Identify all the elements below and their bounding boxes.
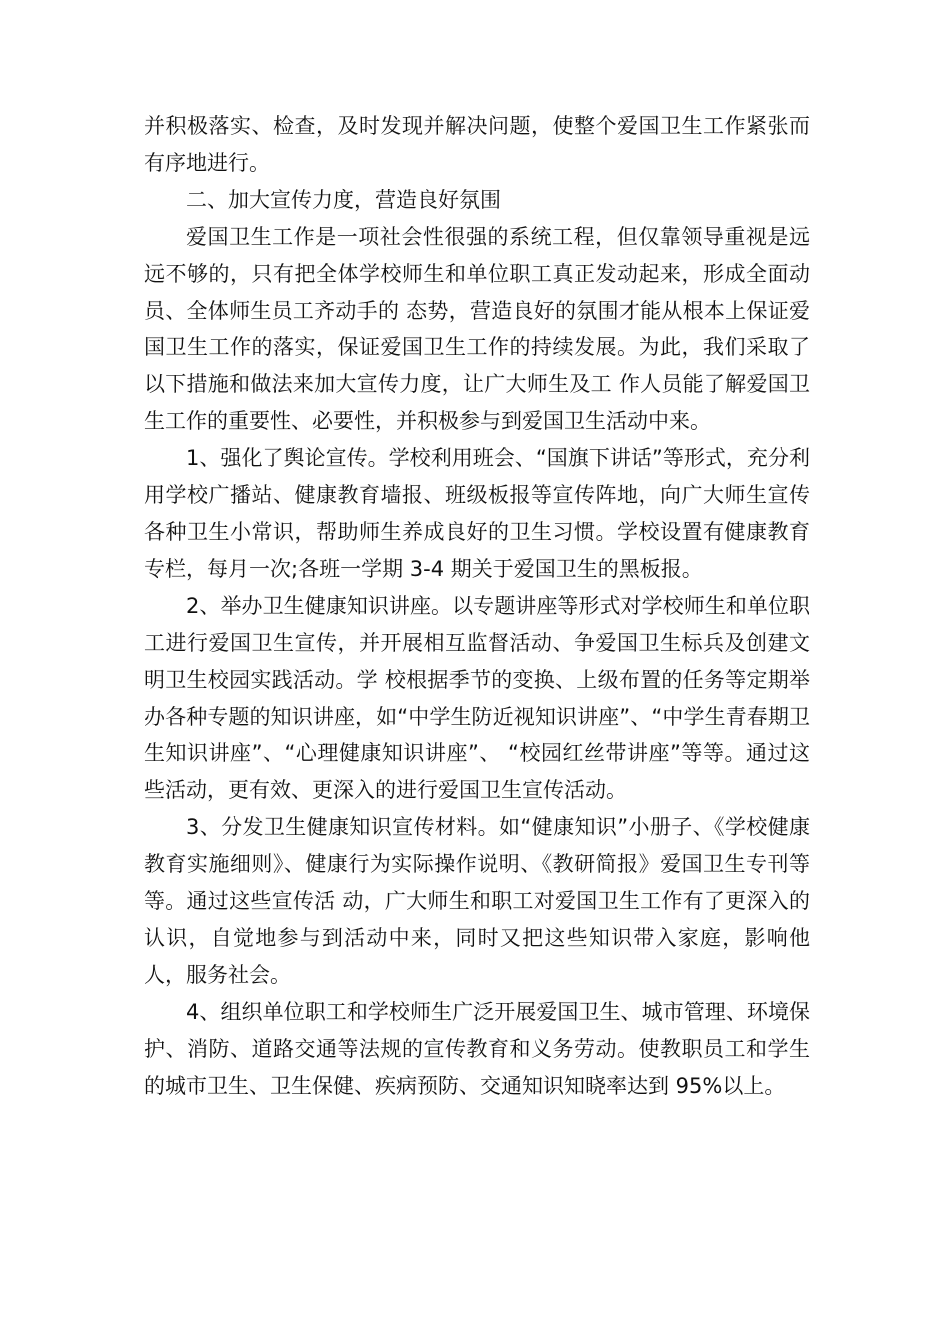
- paragraph-intro: 爱国卫生工作是一项社会性很强的系统工程，但仅靠领导重视是远远不够的，只有把全体学校师生和单位职工真正发动起来，形成全面动员、全体师生员工齐动手的 态势，营造良好的氛围才能从根本上保证爱国卫生工作的落实，保证爱国卫生工作的持续发展。为此，我们采取了以下措施和做法来加大宣传力度，让广大师生及工 作人员能了解爱国卫生工作的重要性、必要性，并积极参与到爱国卫生活动中来。: [144, 224, 810, 434]
- paragraph-item-1: 1、强化了舆论宣传。学校利用班会、“国旗下讲话”等形式，充分利用学校广播站、健康教育墙报、班级板报等宣传阵地，向广大师生宣传各种卫生小常识，帮助师生养成良好的卫生习惯。学校设置有健康教育专栏，每月一次;各班一学期 3-4 期关于爱国卫生的黑板报。: [144, 446, 810, 581]
- paragraph-item-3: 3、分发卫生健康知识宣传材料。如“健康知识”小册子、《学校健康教育实施细则》、健康行为实际操作说明、《教研简报》爱国卫生专刊等等。通过这些宣传活 动，广大师生和职工对爱国卫生工作有了更深入的认识，自觉地参与到活动中来，同时又把这些知识带入家庭，影响他人，服务社会。: [144, 815, 810, 987]
- paragraph-item-2: 2、举办卫生健康知识讲座。以专题讲座等形式对学校师生和单位职工进行爱国卫生宣传，并开展相互监督活动、争爱国卫生标兵及创建文明卫生校园实践活动。学 校根据季节的变换、上级布置的任务等定期举办各种专题的知识讲座，如“中学生防近视知识讲座”、“中学生青春期卫生知识讲座”、“心理健康知识讲座”、 “校园红丝带讲座”等等。通过这些活动，更有效、更深入的进行爱国卫生宣传活动。: [144, 593, 810, 803]
- section-heading: 二、加大宣传力度，营造良好氛围: [186, 187, 501, 212]
- paragraph-continuation: 并积极落实、检查，及时发现并解决问题，使整个爱国卫生工作紧张而有序地进行。: [144, 114, 810, 175]
- document-body: [144, 108, 810, 1104]
- paragraph-item-4: 4、组织单位职工和学校师生广泛开展爱国卫生、城市管理、环境保护、消防、道路交通等法规的宣传教育和义务劳动。使教职员工和学生的城市卫生、卫生保健、疾病预防、交通知识知晓率达到 95%以上。: [144, 999, 810, 1098]
